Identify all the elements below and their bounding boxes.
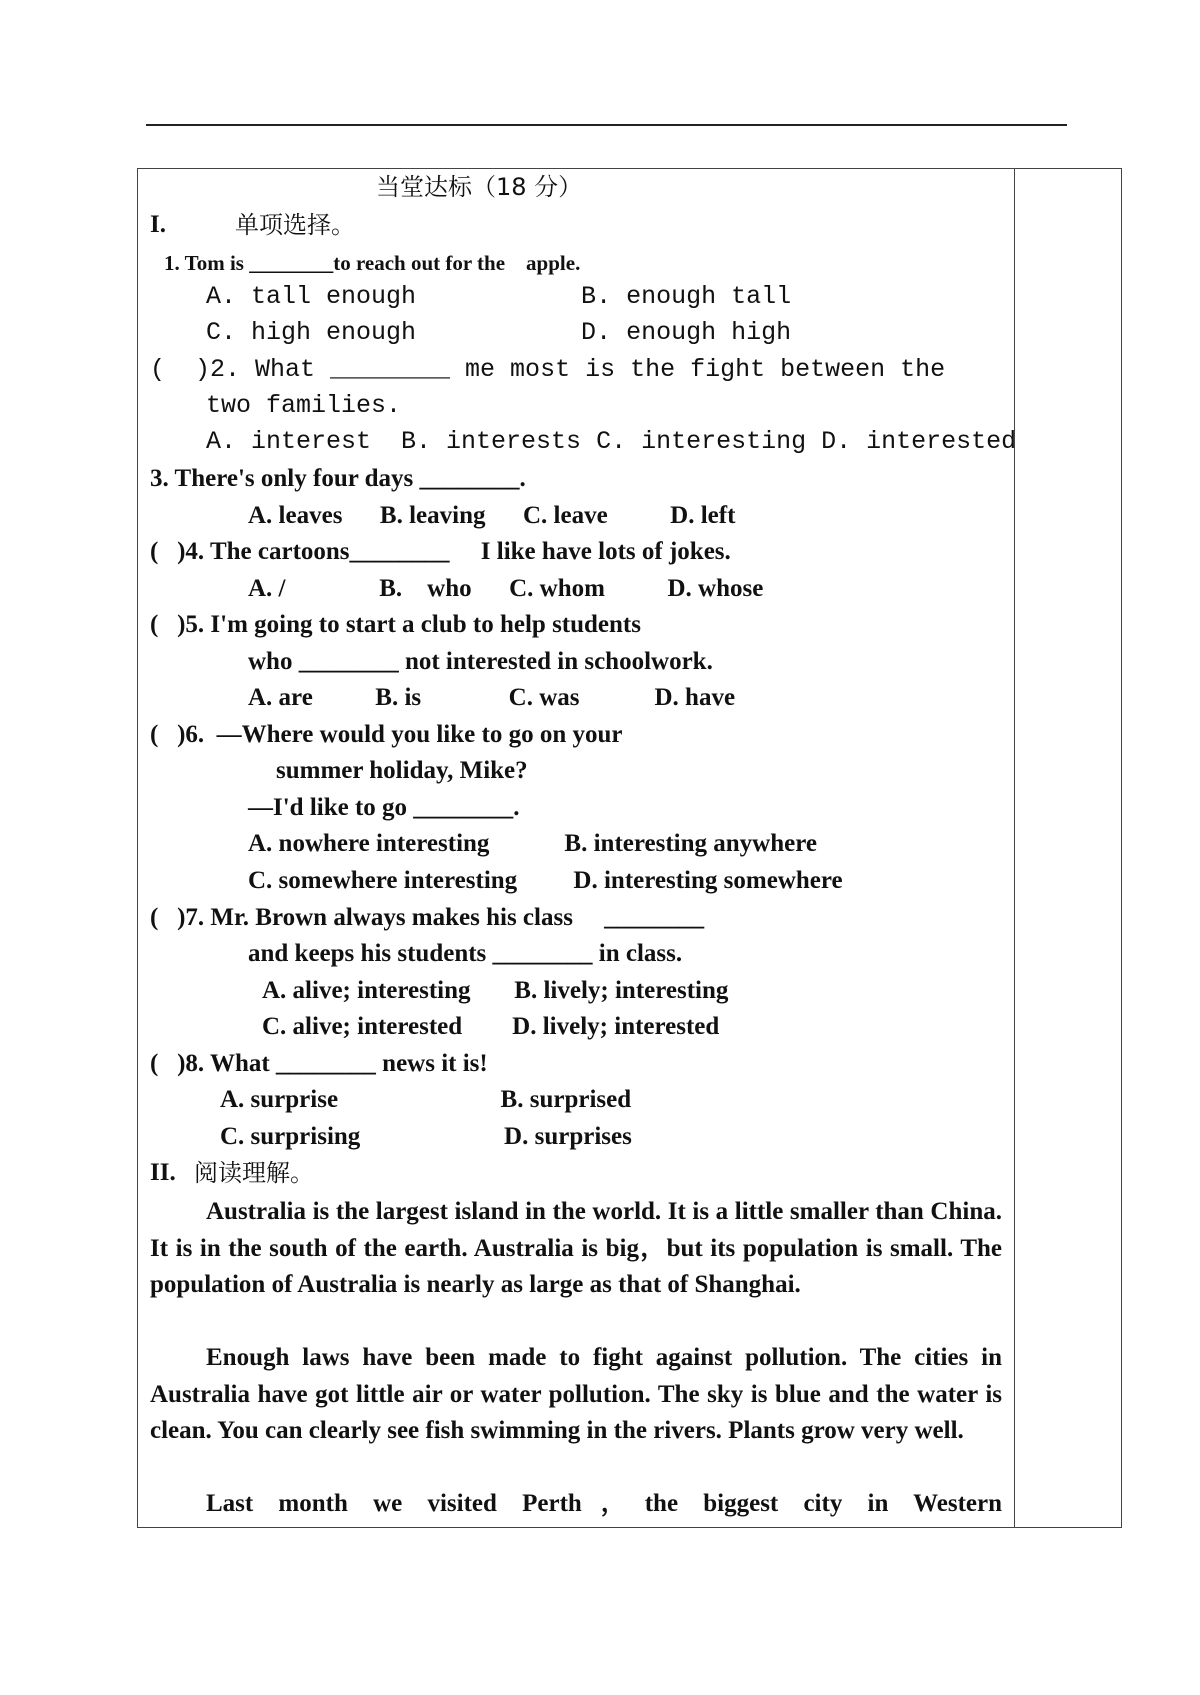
side-column xyxy=(1014,169,1015,1527)
q6-stem-line2: summer holiday, Mike? xyxy=(276,757,528,784)
q8-stem: ( )8. What ________ news it is! xyxy=(150,1050,488,1077)
q6-stem-line3: —I'd like to go ________. xyxy=(248,794,520,821)
part2-numeral: II. xyxy=(150,1159,176,1186)
q5-stem: ( )5. I'm going to start a club to help students xyxy=(150,611,641,638)
q4-options-line1: A. / B. who C. whom D. whose xyxy=(248,575,764,602)
q3-stem: 3. There's only four days ________. xyxy=(150,465,526,492)
part1-numeral: I. xyxy=(150,211,166,238)
section-title: 当堂达标（18 分） xyxy=(376,173,583,201)
q1-options-line2: C. high enough D. enough high xyxy=(206,318,792,347)
q5-stem-line2: who ________ not interested in schoolwork. xyxy=(248,648,713,675)
q2-stem: ( )2. What ________ me most is the fight between the xyxy=(150,355,946,384)
reading-paragraph-3: Last month we visited Perth，the biggest city in Western xyxy=(206,1490,1002,1517)
reading-paragraph-2: Enough laws have been made to fight against pollution. The cities in Australia have got little air or water pollution. The sky is blue and the water is clean. You can clearly see fish swimming in the rivers. Plants grow very well. xyxy=(150,1344,1002,1445)
q6-options-line2: C. somewhere interesting D. interesting somewhere xyxy=(248,867,843,894)
page-top-rule xyxy=(146,124,1067,126)
q8-options-line2: C. surprising D. surprises xyxy=(220,1123,632,1150)
reading-paragraph-1: Australia is the largest island in the world. It is a little smaller than China. It is in the south of the earth. Australia is big，but its population is small. The population of Australia is nearly as large as that of Shanghai. xyxy=(150,1198,1002,1299)
q7-options-line2: C. alive; interested D. lively; interested xyxy=(262,1013,720,1040)
q7-options-line1: A. alive; interesting B. lively; interesting xyxy=(262,977,729,1004)
q8-options-line1: A. surprise B. surprised xyxy=(220,1086,632,1113)
q7-stem-line2: and keeps his students ________ in class. xyxy=(248,940,683,967)
q5-options-line1: A. are B. is C. was D. have xyxy=(248,684,736,711)
q1-stem: 1. Tom is ________to reach out for the apple. xyxy=(164,251,581,275)
part1-heading: 单项选择。 xyxy=(235,211,355,239)
part2-heading: 阅读理解。 xyxy=(194,1159,314,1187)
q6-stem: ( )6. —Where would you like to go on your xyxy=(150,721,623,748)
q1-options-line1: A. tall enough B. enough tall xyxy=(206,282,792,311)
q4-stem: ( )4. The cartoons________ I like have lots of jokes. xyxy=(150,538,731,565)
q3-options-line1: A. leaves B. leaving C. leave D. left xyxy=(248,502,736,529)
q2-options-line1: A. interest B. interests C. interesting D. interested xyxy=(206,427,1017,456)
q7-stem: ( )7. Mr. Brown always makes his class ________ xyxy=(150,904,705,931)
q6-options-line1: A. nowhere interesting B. interesting anywhere xyxy=(248,830,817,857)
q2-stem-line2: two families. xyxy=(206,391,402,420)
exercise-table xyxy=(137,168,1122,1528)
